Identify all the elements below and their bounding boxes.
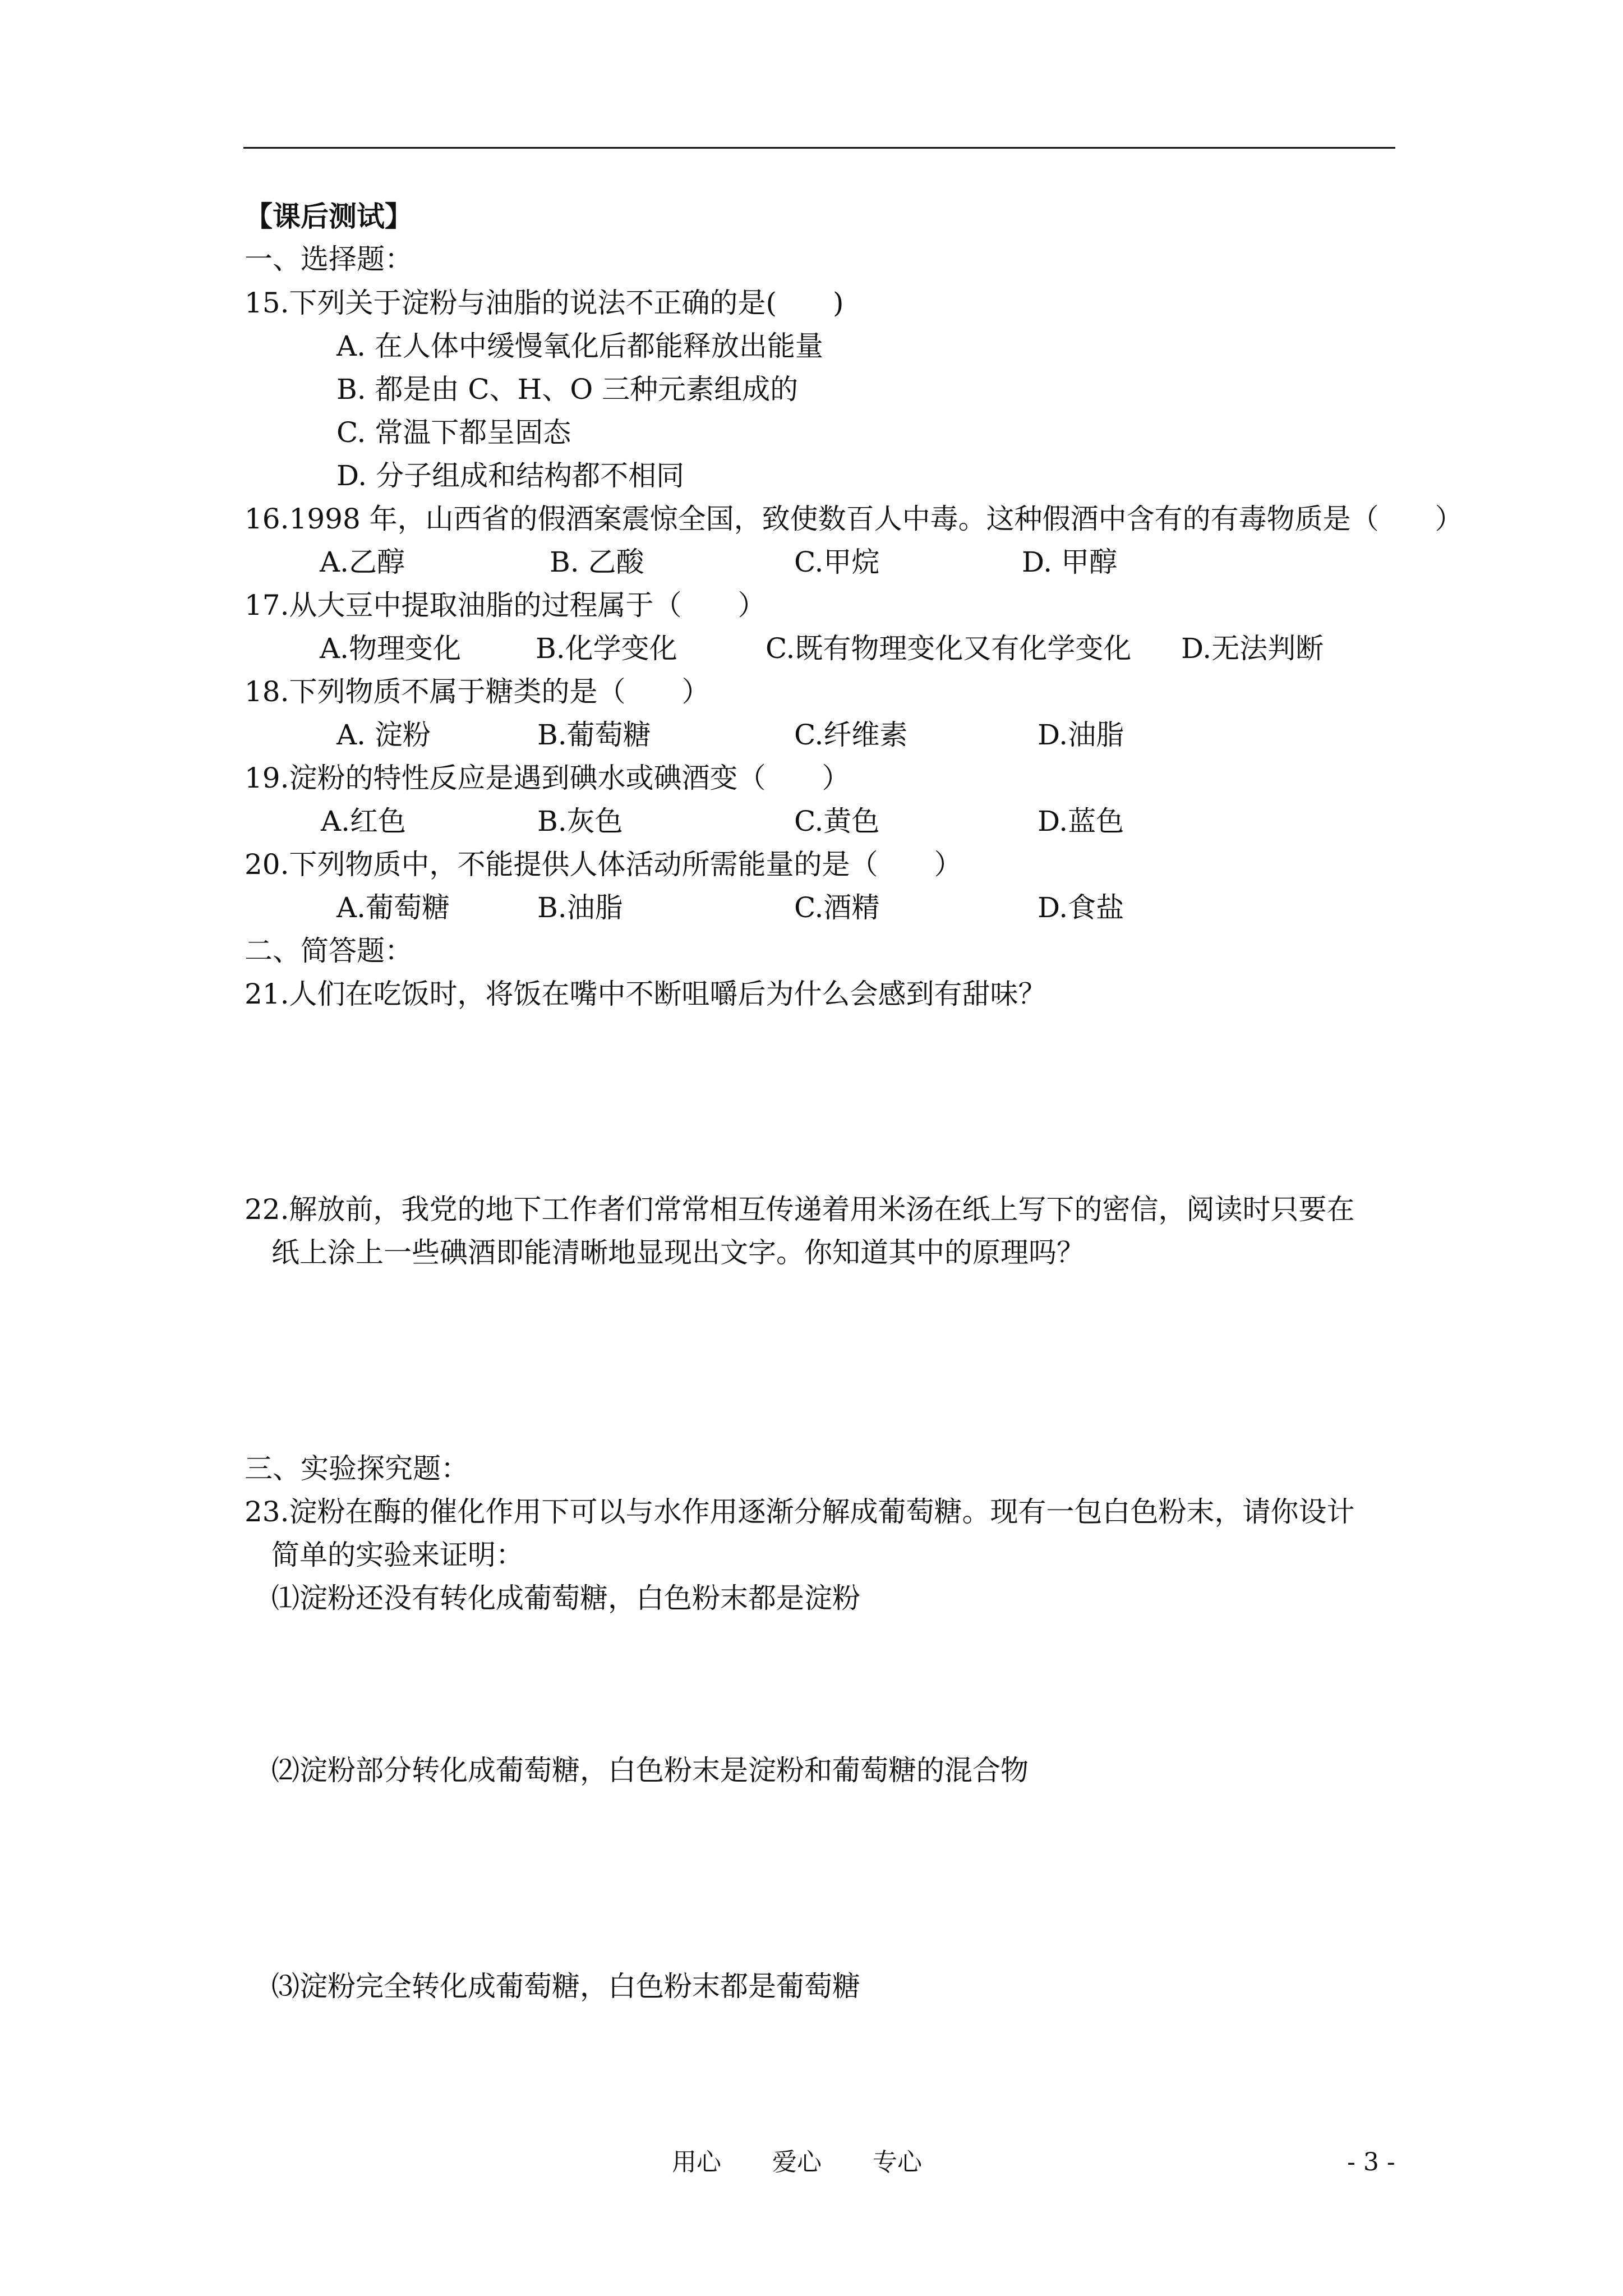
question-17: 17.从大豆中提取油脂的过程属于（ ）	[245, 589, 766, 622]
section-title-choice: 一、选择题：	[245, 243, 413, 275]
question-23-part-3: ⑶淀粉完全转化成葡萄糖，白色粉末都是葡萄糖	[271, 1970, 860, 2003]
q18-option-a: A. 淀粉	[336, 719, 431, 751]
section-heading: 【课后测试】	[245, 200, 413, 233]
q19-option-d: D.蓝色	[1038, 805, 1124, 838]
question-23-part-1: ⑴淀粉还没有转化成葡萄糖，白色粉末都是淀粉	[271, 1582, 860, 1614]
q17-option-a: A.物理变化	[320, 632, 462, 665]
question-22-line2: 纸上涂上一些碘酒即能清晰地显现出文字。你知道其中的原理吗？	[271, 1236, 1085, 1269]
q19-option-b: B.灰色	[537, 805, 623, 838]
q15-option-c: C. 常温下都呈固态	[336, 416, 571, 449]
q19-option-a: A.红色	[321, 805, 407, 838]
footer-motto-2: 爱心	[772, 2148, 822, 2177]
q16-option-d: D. 甲醇	[1022, 546, 1118, 578]
question-22-line1: 22.解放前，我党的地下工作者们常常相互传递着用米汤在纸上写下的密信，阅读时只要在	[245, 1193, 1355, 1226]
question-18: 18.下列物质不属于糖类的是（ ）	[245, 675, 710, 708]
q16-option-a: A.乙醇	[320, 546, 405, 578]
question-23-line2: 简单的实验来证明：	[271, 1539, 524, 1571]
q17-option-c: C.既有物理变化又有化学变化	[766, 632, 1132, 665]
q20-option-d: D.食盐	[1038, 891, 1124, 924]
question-23-line1: 23.淀粉在酶的催化作用下可以与水作用逐渐分解成葡萄糖。现有一包白色粉末，请你设计	[245, 1496, 1355, 1528]
question-21: 21.人们在吃饭时，将饭在嘴中不断咀嚼后为什么会感到有甜味？	[245, 978, 1046, 1010]
q16-option-c: C.甲烷	[794, 546, 880, 578]
q18-option-d: D.油脂	[1038, 719, 1124, 751]
question-20: 20.下列物质中，不能提供人体活动所需能量的是（ ）	[245, 848, 962, 881]
header-rule	[243, 147, 1395, 149]
section-title-short: 二、简答题：	[245, 935, 413, 967]
footer-motto-1: 用心	[672, 2148, 721, 2177]
q15-option-b: B. 都是由 C、H、O 三种元素组成的	[336, 373, 799, 406]
question-23-part-2: ⑵淀粉部分转化成葡萄糖，白色粉末是淀粉和葡萄糖的混合物	[271, 1754, 1029, 1787]
q18-option-c: C.纤维素	[794, 719, 908, 751]
question-15: 15.下列关于淀粉与油脂的说法不正确的是( )	[245, 287, 844, 319]
q20-option-c: C.酒精	[794, 891, 880, 924]
page-number: - 3 -	[1347, 2148, 1395, 2177]
q17-option-b: B.化学变化	[536, 632, 677, 665]
footer-motto-3: 专心	[873, 2148, 922, 2177]
section-title-experiment: 三、实验探究题：	[245, 1452, 469, 1485]
q20-option-a: A.葡萄糖	[336, 891, 450, 924]
q17-option-d: D.无法判断	[1181, 632, 1324, 665]
q15-option-d: D. 分子组成和结构都不相同	[336, 459, 685, 492]
q15-option-a: A. 在人体中缓慢氧化后都能释放出能量	[336, 330, 823, 362]
q16-option-b: B. 乙酸	[550, 546, 644, 578]
q19-option-c: C.黄色	[794, 805, 880, 838]
question-16: 16.1998 年，山西省的假酒案震惊全国，致使数百人中毒。这种假酒中含有的有毒物质是（ ）	[245, 503, 1463, 535]
q18-option-b: B.葡萄糖	[537, 719, 651, 751]
q20-option-b: B.油脂	[537, 891, 623, 924]
question-19: 19.淀粉的特性反应是遇到碘水或碘酒变（ ）	[245, 762, 850, 794]
